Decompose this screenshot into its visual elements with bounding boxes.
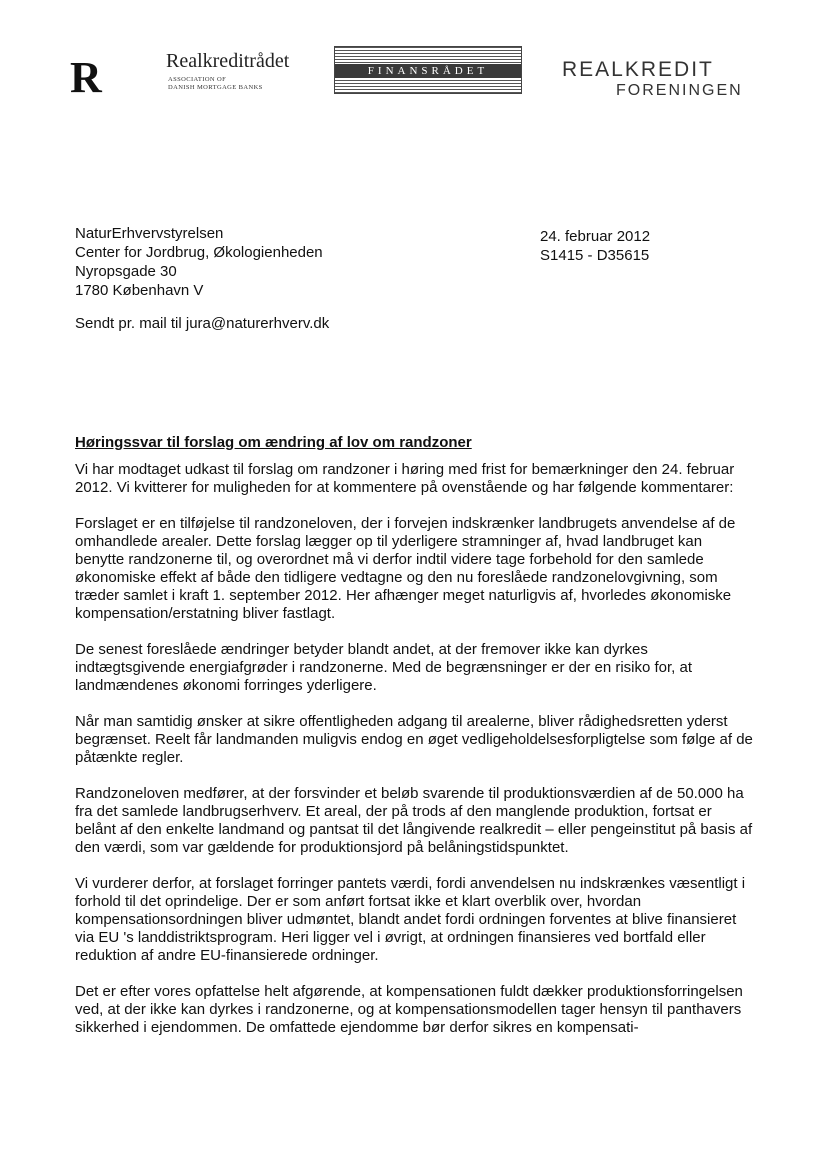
body-paragraph: Forslaget er en tilføjelse til randzoneloven, der i forvejen indskrænker landbrugets anvendelse af de omhandlede arealer. Dette forslag lægger op til yderligere stramninger af, hvad landbruget kan benytte randzonerne til, og overordnet må vi derfor indtil videre tage forbehold for den samlede økonomiske effekt af både den tidligere vedtagne og den nu foreslåede randzonelovgivning, som træder samlet i kraft 1. september 2012. Her afhænger meget naturligvis af, hvorledes økonomiske kompensation/erstatning bliver fastlagt. [75,515,736,622]
letter-body [75,461,755,1055]
recipient-line: Nyropsgade 30 [75,263,177,280]
body-paragraph: Vi har modtaget udkast til forslag om randzoner i høring med frist for bemærkninger den 24. februar 2012. Vi kvitterer for muligheden for at kommentere på ovenstående og har følgende kommentarer: [75,461,735,496]
realkreditraadet-monogram-logo: R [70,53,92,102]
date-reference-block [540,227,650,265]
realkreditforeningen-line2: FORENINGEN [616,82,743,99]
recipient-line: 1780 København V [75,282,204,299]
realkreditraadet-name: Realkreditrådet [166,50,290,72]
letter-heading: Høringssvar til forslag om ændring af lov om randzoner [75,434,472,451]
realkreditraadet-subtitle [168,76,263,92]
finansraadet-name: FINANSRÅDET [367,65,489,77]
body-paragraph: Randzoneloven medfører, at der forsvinder et beløb svarende til produktionsværdien af de 50.000 ha fra det samlede landbrugserhverv. Et areal, der på trods af den manglende produktion, fortsat er belånt af den enkelte landmand og pantsat til det långivende realkredit – eller pengeinstitut på basis af den værdi, som var gældende for produktionsjord på belåningstidspunktet. [75,785,753,856]
logo-row [70,40,770,110]
recipient-address [75,224,323,300]
recipient-line: NaturErhvervstyrelsen [75,225,224,242]
body-paragraph: Når man samtidig ønsker at sikre offentligheden adgang til arealerne, bliver rådighedsretten yderst begrænset. Reelt får landmanden muligvis endog en øget vedligeholdelsesforpligtelse som følge af de påtænkte regler. [75,713,753,766]
body-paragraph: Det er efter vores opfattelse helt afgørende, at kompensationen fuldt dækker produktionsforringelsen ved, at der ikke kan dyrkes i randzonerne, og at kompensationsmodellen tager hensyn til panthavers sikkerhed i ejendommen. De omfattede ejendomme bør derfor sikres en kompensati- [75,983,743,1036]
body-paragraph: De senest foreslåede ændringer betyder blandt andet, at der fremover ikke kan dyrkes indtægtsgivende energiafgrøder i randzonerne. Med de begrænsninger er der en risiko for, at landmændenes økonomi forringes yderligere. [75,641,693,694]
body-paragraph: Vi vurderer derfor, at forslaget forringer pantets værdi, fordi anvendelsen nu indskrænkes væsentligt i forhold til det oprindelige. Der er som anført fortsat ikke et klart overblik over, hvordan kompensationsordningen bliver udmøntet, blandt andet fordi ordningen forventes at blive finansieret via EU 's landdistriktsprogram. Heri ligger vel i øvrigt, at ordningen finansieres ved bortfald eller reduktion af andre EU-finansierede ordninger. [75,875,746,964]
letter-date: 24. februar 2012 [540,228,651,245]
finansraadet-logo [334,46,522,94]
sent-by-mail-line: Sendt pr. mail til jura@naturerhverv.dk [75,315,330,332]
realkreditraadet-sub-line1: ASSOCIATION OF [168,76,227,83]
reference-number: S1415 - D35615 [540,247,650,264]
realkreditraadet-sub-line2: DANISH MORTGAGE BANKS [168,84,263,91]
realkreditforeningen-line1: REALKREDIT [562,58,714,81]
recipient-line: Center for Jordbrug, Økologienheden [75,244,323,261]
